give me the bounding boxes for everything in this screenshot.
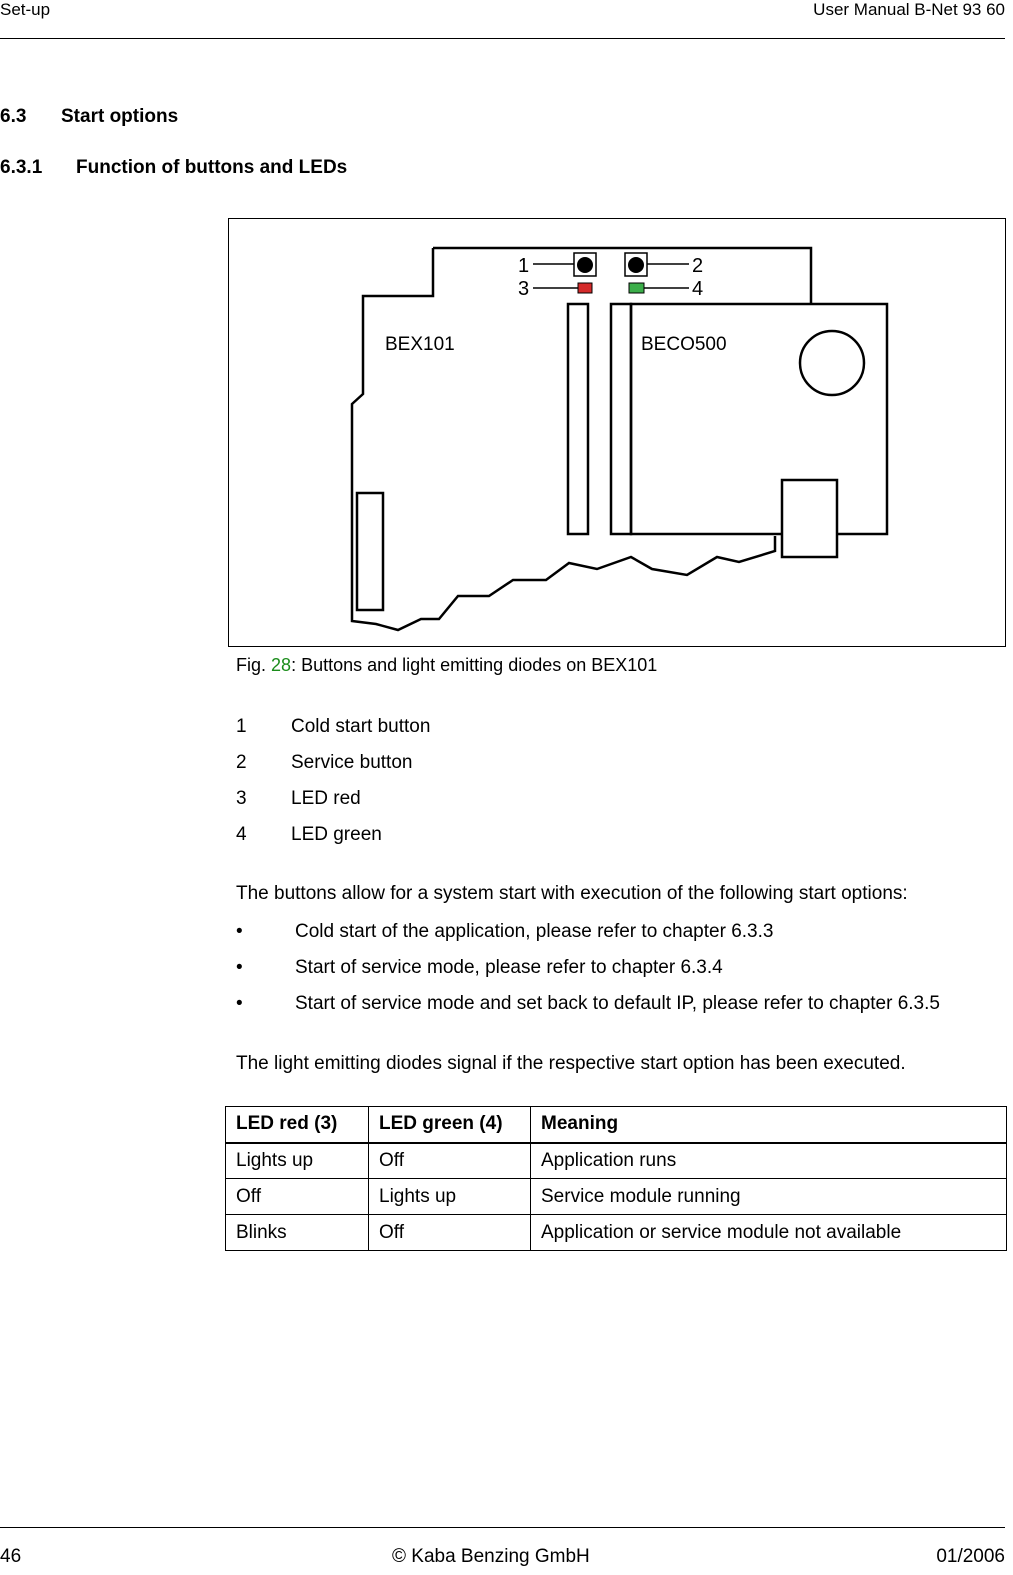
legend-text: LED green	[291, 824, 382, 845]
header-right: User Manual B-Net 93 60	[813, 0, 1005, 19]
legend-item	[236, 716, 430, 738]
bullet-symbol: •	[236, 921, 243, 942]
header-rule	[0, 38, 1005, 39]
legend-item	[236, 824, 382, 846]
table-row	[226, 1179, 1007, 1215]
board-diagram	[229, 219, 1007, 648]
service-button	[628, 257, 644, 273]
table-cell: Off	[369, 1143, 531, 1179]
table-row	[226, 1143, 1007, 1179]
subsection-title: Function of buttons and LEDs	[76, 157, 348, 178]
table-cell: Blinks	[226, 1215, 369, 1251]
slot-right	[611, 304, 631, 534]
table-cell: Service module running	[531, 1179, 1007, 1215]
table-cell: Lights up	[369, 1179, 531, 1215]
label-2: 2	[692, 255, 704, 277]
bex101-board-outline	[352, 248, 811, 630]
cold-start-button	[577, 257, 593, 273]
legend-number: 2	[236, 752, 247, 773]
led-meaning-table	[225, 1106, 1007, 1251]
label-beco500: BECO500	[641, 334, 727, 355]
figure-caption	[236, 655, 657, 676]
table-header-row	[226, 1107, 1007, 1143]
section-number: 6.3	[0, 106, 27, 127]
footer-rule	[0, 1527, 1005, 1528]
bullet-symbol: •	[236, 993, 243, 1014]
bullet-text: Start of service mode and set back to default IP, please refer to chapter 6.3.5	[295, 993, 940, 1014]
caption-prefix: Fig.	[236, 655, 267, 675]
footer-copyright: © Kaba Benzing GmbH	[392, 1546, 590, 1567]
left-connector	[357, 493, 383, 610]
bullet-text: Start of service mode, please refer to chapter 6.3.4	[295, 957, 723, 978]
legend-text: Service button	[291, 752, 413, 773]
table-header-cell: LED green (4)	[369, 1107, 531, 1143]
table-cell: Off	[369, 1215, 531, 1251]
led-green	[629, 283, 644, 293]
slot-left	[568, 304, 588, 534]
caption-text: : Buttons and light emitting diodes on BEX101	[291, 655, 658, 675]
legend-number: 1	[236, 716, 247, 737]
beco500-connector	[782, 480, 837, 557]
header-left: Set-up	[0, 0, 51, 19]
intro-paragraph: The buttons allow for a system start with execution of the following start options:	[236, 883, 908, 904]
table-cell: Application or service module not available	[531, 1215, 1007, 1251]
legend-number: 4	[236, 824, 247, 845]
label-3: 3	[518, 278, 530, 300]
caption-figure-number[interactable]: 28	[271, 655, 292, 675]
footer-date: 01/2006	[936, 1546, 1005, 1567]
table-row	[226, 1215, 1007, 1251]
page-number: 46	[0, 1546, 22, 1567]
table-header-cell: Meaning	[531, 1107, 1007, 1143]
legend-text: Cold start button	[291, 716, 431, 737]
label-1: 1	[518, 255, 530, 277]
bullet-text: Cold start of the application, please refer to chapter 6.3.3	[295, 921, 774, 942]
outro-paragraph: The light emitting diodes signal if the respective start option has been executed.	[236, 1053, 906, 1074]
legend-item	[236, 788, 361, 810]
table-cell: Application runs	[531, 1143, 1007, 1179]
bullet-symbol: •	[236, 957, 243, 978]
legend-number: 3	[236, 788, 247, 809]
label-4: 4	[692, 278, 704, 300]
table-header-cell: LED red (3)	[226, 1107, 369, 1143]
beco500-round-component	[800, 331, 864, 395]
label-bex101: BEX101	[385, 334, 455, 355]
section-title: Start options	[61, 106, 179, 127]
led-red	[578, 283, 592, 293]
figure-box	[228, 218, 1006, 647]
legend-text: LED red	[291, 788, 361, 809]
legend-item	[236, 752, 412, 774]
table-cell: Lights up	[226, 1143, 369, 1179]
table-cell: Off	[226, 1179, 369, 1215]
subsection-number: 6.3.1	[0, 157, 43, 178]
